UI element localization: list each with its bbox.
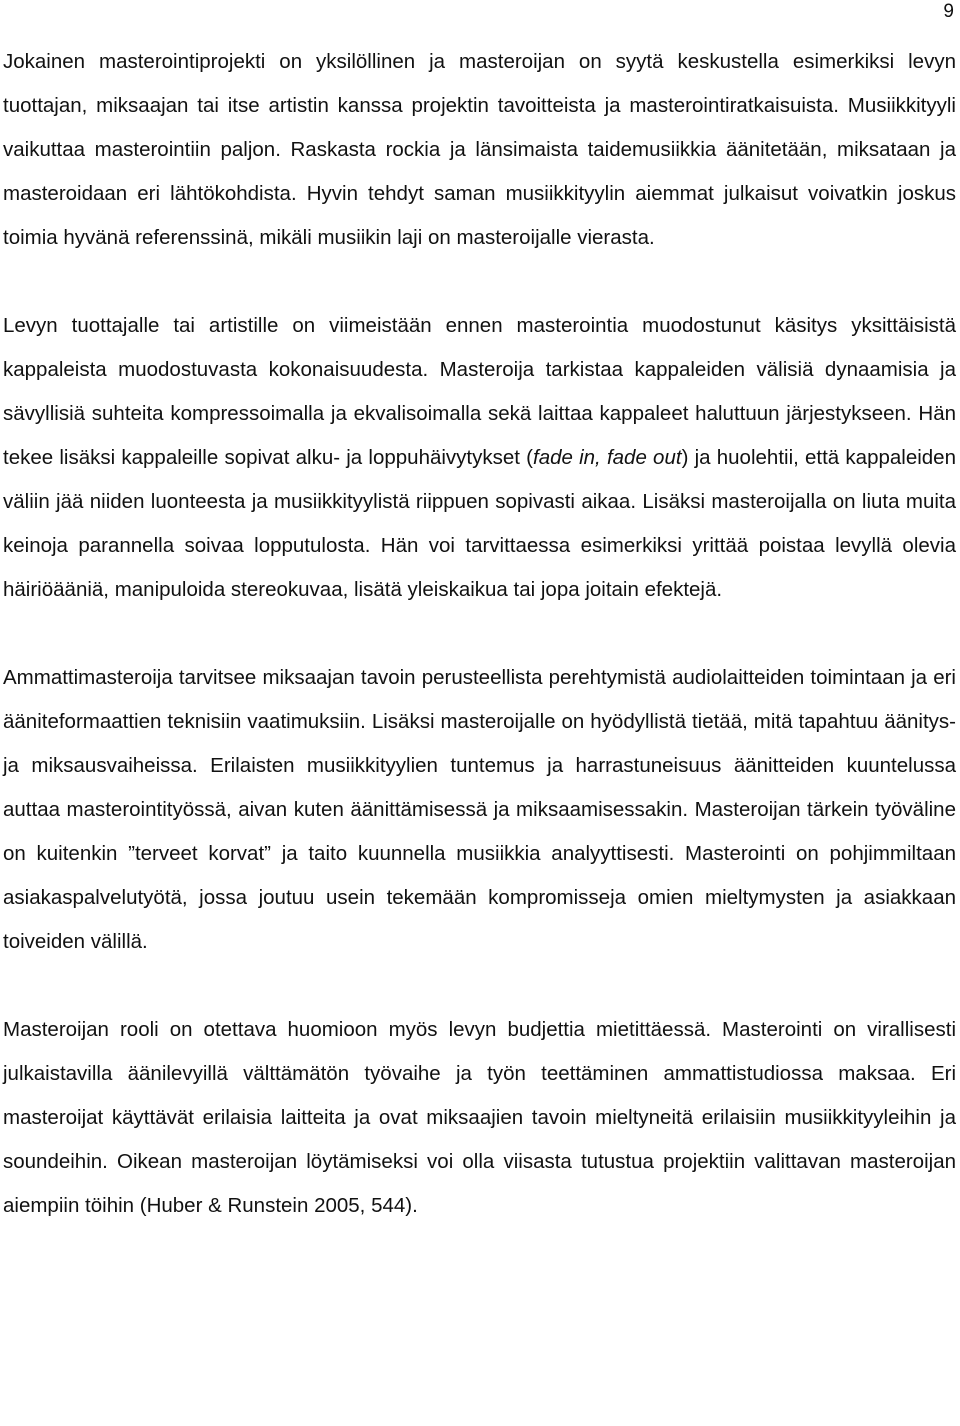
- page-number: 9: [943, 1, 954, 22]
- paragraph-spacer: [3, 964, 956, 1008]
- paragraph-4: Masteroijan rooli on otettava huomioon myös levyn budjettia mietittäessä. Masterointi on virallisesti julkaistavilla äänilevyillä välttämätön työvaihe ja työn teettäminen ammattistudiossa maksaa. Eri masteroijat käyttävät erilaisia laitteita ja ovat miksaajien tavoin mieltyneitä erilaisiin musiikkityyleihin ja soundeihin. Oikean masteroijan löytämiseksi voi olla viisasta tutustua projektiin valittavan masteroijan aiempiin töihin (Huber & Runstein 2005, 544).: [3, 1018, 956, 1217]
- paragraph-2-text-after: ) ja huolehtii, että kappaleiden väliin jää niiden luonteesta ja musiikkityylistä riippuen sopivasti aikaa. Lisäksi masteroijalla on liuta muita keinoja parannella soivaa lopputulosta. Hän voi tarvittaessa esimerkiksi yrittää poistaa levyllä olevia häiriöääniä, manipuloida stereokuvaa, lisätä yleiskaikua tai jopa joitain efektejä.: [3, 446, 956, 601]
- paragraph-spacer: [3, 612, 956, 656]
- paragraph-2-text-before: Levyn tuottajalle tai artistille on viimeistään ennen masterointia muodostunut käsitys yksittäisistä kappaleista muodostuvasta kokonaisuudesta. Masteroija tarkistaa kappaleiden välisiä dynaamisia ja sävyllisiä suhteita kompressoimalla ja ekvalisoimalla sekä laittaa kappaleet haluttuun järjestykseen. Hän tekee lisäksi kappaleille sopivat alku- ja loppuhäivytykset (: [3, 314, 956, 469]
- paragraph-3: Ammattimasteroija tarvitsee miksaajan tavoin perusteellista perehtymistä audiolaitteiden toimintaan ja eri ääniteformaattien teknisiin vaatimuksiin. Lisäksi masteroijalle on hyödyllistä tietää, mitä tapahtuu äänitys- ja miksausvaiheissa. Erilaisten musiikkityylien tuntemus ja harrastuneisuus äänitteiden kuuntelussa auttaa masterointityössä, aivan kuten äänittämisessä ja miksaamisessakin. Masteroijan tärkein työväline on kuitenkin ”terveet korvat” ja taito kuunnella musiikkia analyyttisesti. Masterointi on pohjimmiltaan asiakaspalvelutyötä, jossa joutuu usein tekemään kompromisseja omien mieltymysten ja asiakkaan toiveiden välillä.: [3, 666, 956, 953]
- document-body: [3, 40, 956, 1228]
- paragraph-2: [3, 304, 956, 612]
- paragraph-1: Jokainen masterointiprojekti on yksilöllinen ja masteroijan on syytä keskustella esimerkiksi levyn tuottajan, miksaajan tai itse artistin kanssa projektin tavoitteista ja masterointiratkaisuista. Musiikkityyli vaikuttaa masterointiin paljon. Raskasta rockia ja länsimaista taidemusiikkia äänitetään, miksataan ja masteroidaan eri lähtökohdista. Hyvin tehdyt saman musiikkityylin aiemmat julkaisut voivatkin joskus toimia hyvänä referenssinä, mikäli musiikin laji on masteroijalle vierasta.: [3, 50, 956, 249]
- paragraph-spacer: [3, 260, 956, 304]
- paragraph-2-italic-term: fade in, fade out: [533, 446, 682, 469]
